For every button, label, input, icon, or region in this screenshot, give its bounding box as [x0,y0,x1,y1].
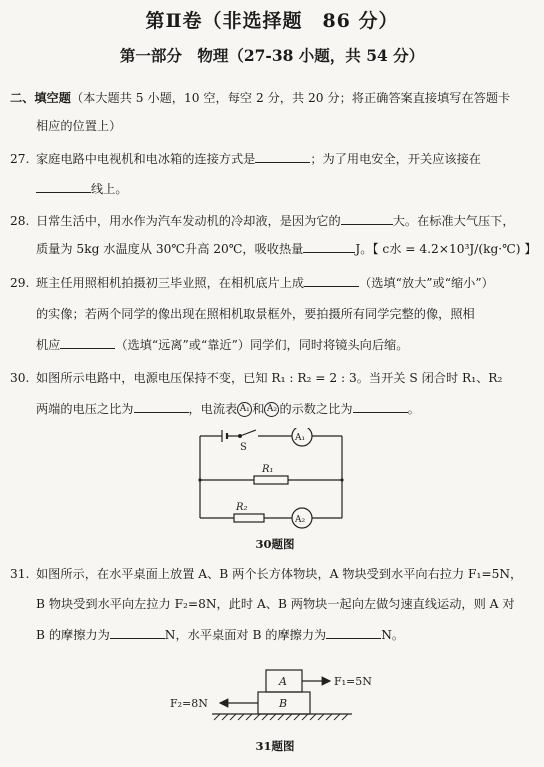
force-f2-label: F₂=8N [170,697,208,710]
ammeter-a2-symbol: A₂ [264,402,279,417]
section-intro-line-2: 相应的位置上） [36,119,122,133]
ammeter-a1-symbol: A₁ [237,402,252,417]
question-31-line-2: B 物块受到水平向左拉力 F₂=8N，此时 A、B 两物块一起向左做匀速直线运动，则 A 对 [36,597,515,611]
answer-blank[interactable] [326,626,381,639]
question-number: 29. [10,276,30,290]
switch-blade [240,430,256,436]
section-intro-line-1 [10,90,536,106]
junction-right [340,478,343,481]
answer-blank[interactable] [110,626,165,639]
question-28-line-2: 质量为 5kg 水温度从 30℃升高 20℃，吸收热量 J。【 c水 = 4.2×10³J/(kg·℃) 】 [36,242,537,256]
block-a-label: A [279,675,287,688]
answer-blank[interactable] [304,274,359,287]
junction-left [198,478,201,481]
question-30-line-1: 30. 如图所示电路中，电源电压保持不变，已知 R₁ : R₂ = 2 : 3。当开关 S 闭合时 R₁、R₂ [10,371,503,385]
block-b-label: B [279,697,288,710]
question-number: 28. [10,214,30,228]
question-27-line-1: 27. 家庭电路中电视机和电冰箱的连接方式是 ；为了用电安全，开关应该接在 [10,152,481,166]
blocks-diagram [168,664,388,728]
question-number: 27. [10,152,30,166]
answer-blank[interactable] [60,336,115,349]
question-29-line-1: 29. 班主任用照相机拍摄初三毕业照，在相机底片上成 （选填“放大”或“缩小”） [10,276,494,290]
force-f1-label: F₁=5N [334,675,372,688]
question-30-line-2: 两端的电压之比为 ，电流表 A₁ 和 A₂ 的示数之比为 。 [36,402,420,416]
section-heading: 二、填空题 [10,91,71,105]
question-29-line-2: 的实像；若两个同学的像出现在照相机取景框外，要拍摄所有同学完整的像，照相 [36,307,475,321]
ammeter-a2-label: A₂ [295,515,306,525]
figure-31-caption: 31题图 [255,739,295,753]
resistor-r2 [234,514,264,522]
section-intro-a: （本大题共 5 小题，10 空，每空 2 分，共 20 分；将正确答案直接填写在答题卡 [70,91,511,105]
r1-label: R₁ [262,464,274,475]
answer-blank[interactable] [134,400,189,413]
question-number: 31. [10,567,30,581]
question-29-line-3: 机应 （选填“远离”或“靠近”）同学们，同时将镜头向后缩。 [36,338,409,352]
page-subtitle: 第一部分 物理（27-38 小题，共 54 分） [119,46,425,65]
answer-blank[interactable] [255,150,310,163]
question-31-line-3: B 的摩擦力为 N，水平桌面对 B 的摩擦力为 N。 [36,628,405,642]
figure-30-caption: 30题图 [255,537,295,551]
circuit-diagram [196,428,346,530]
switch-label: S [240,442,247,453]
r2-label: R₂ [236,502,248,513]
answer-blank[interactable] [353,400,408,413]
question-number: 30. [10,371,30,385]
question-27-line-2: 线上。 [36,180,536,197]
question-31-line-1: 31. 如图所示，在水平桌面上放置 A、B 两个长方体物块，A 物块受到水平向右拉力 F₁=5N， [10,567,523,581]
table-hatching [214,714,348,720]
answer-blank[interactable] [36,180,91,193]
question-28-line-1: 28. 日常生活中，用水作为汽车发动机的冷却液，是因为它的 大。在标准大气压下， [10,214,515,228]
ammeter-a1-label: A₁ [295,433,306,443]
answer-blank[interactable] [341,212,393,225]
page-title: 第Ⅱ卷（非选择题 86 分） [145,10,399,32]
answer-blank[interactable] [303,240,355,253]
resistor-r1 [254,476,288,484]
